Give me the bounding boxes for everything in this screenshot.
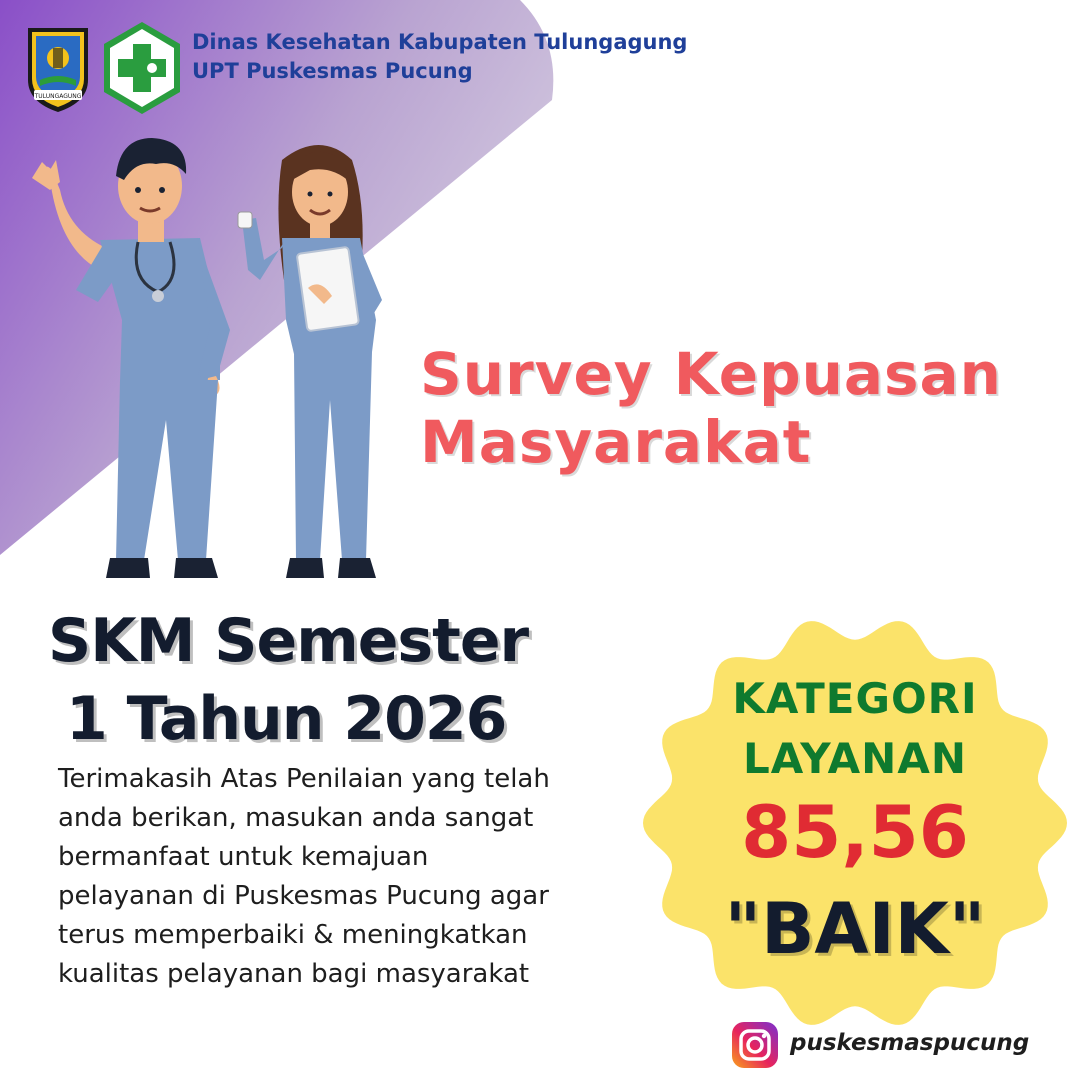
survey-title — [420, 340, 1002, 476]
badge-category: "BAIK" — [724, 888, 986, 970]
message-line: Terimakasih Atas Penilaian yang telah — [58, 764, 550, 794]
thank-you-message — [58, 760, 658, 994]
message-line: pelayanan di Puskesmas Pucung agar — [58, 881, 549, 911]
badge-label-kategori: KATEGORI — [732, 674, 978, 723]
header-organization — [192, 28, 687, 86]
badge-label-layanan: LAYANAN — [743, 734, 967, 783]
skm-line-year: 1 Tahun 2026 — [66, 684, 507, 754]
female-nurse-figure — [238, 145, 382, 578]
message-line: anda berikan, masukan anda sangat — [58, 803, 534, 833]
instagram-handle[interactable]: puskesmaspucung — [790, 1030, 1030, 1056]
header-line-unit: UPT Puskesmas Pucung — [192, 59, 473, 83]
survey-title-line-2: Masyarakat — [420, 408, 812, 476]
health-workers-illustration — [20, 120, 420, 600]
message-line: kualitas pelayanan bagi masyarakat — [58, 959, 530, 989]
emblem-label: TULUNGAGUNG — [34, 93, 82, 100]
message-line: terus memperbaiki & meningkatkan — [58, 920, 528, 950]
instagram-icon[interactable] — [730, 1020, 780, 1070]
regency-emblem-icon — [22, 22, 94, 114]
skm-period-heading — [48, 602, 528, 758]
badge-score: 85,56 — [741, 790, 969, 874]
message-line: bermanfaat untuk kemajuan — [58, 842, 429, 872]
score-badge — [640, 618, 1070, 1028]
health-cross-icon — [100, 20, 184, 116]
header-line-agency: Dinas Kesehatan Kabupaten Tulungagung — [192, 30, 688, 54]
male-nurse-figure — [32, 138, 230, 578]
skm-line-semester: SKM Semester — [48, 606, 529, 676]
survey-title-line-1: Survey Kepuasan — [420, 340, 1002, 408]
